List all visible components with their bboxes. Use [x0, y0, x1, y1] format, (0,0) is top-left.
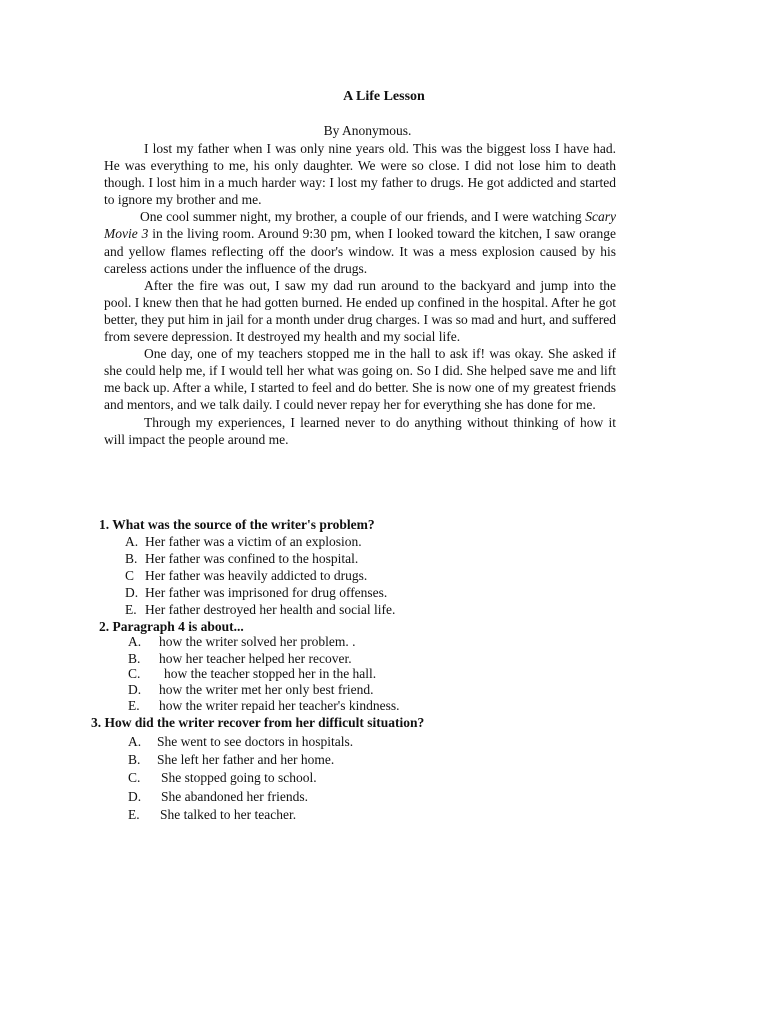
option-text: how the writer repaid her teacher's kindness.	[159, 698, 400, 713]
option-letter: A.	[128, 734, 142, 749]
option-letter: C	[125, 568, 135, 583]
option-letter: E.	[128, 807, 140, 822]
option-letter: D.	[128, 682, 142, 697]
paragraph-4: One day, one of my teachers stopped me in the hall to ask if! was okay. She asked if she could help me, if I would tell her what was going on. So I did. She helped save me and lift me back up. After a while, I started to feel and do better. She is now one of my greatest friends and mentors, and we talk daily. I could never repay her for everything she has done for me.	[104, 346, 616, 413]
option-c	[128, 770, 317, 786]
paragraph-1: I lost my father when I was only nine years old. This was the biggest loss I have had. He was everything to me, his only daughter. We were so close. I did not lose him to death though. I lost him in a much harder way: I lost my father to drugs. He got addicted and started to ignore my brother and me.	[104, 141, 616, 208]
option-text: Her father was confined to the hospital.	[145, 551, 359, 566]
option-b	[125, 551, 358, 567]
option-e	[128, 807, 296, 823]
option-text: Her father was a victim of an explosion.	[145, 534, 362, 549]
option-text: how her teacher helped her recover.	[159, 651, 352, 666]
option-letter: C.	[128, 666, 141, 681]
paragraph-2-end: in the living room. Around 9:30 pm, when I looked toward the kitchen, I saw orange and yellow flames reflecting off the door's window. It was a mess explosion caused by his careless actions under the influence of the drugs.	[104, 226, 616, 276]
option-e	[128, 698, 399, 714]
option-letter: A.	[128, 634, 142, 649]
option-a	[128, 734, 353, 750]
option-text: She went to see doctors in hospitals.	[157, 734, 354, 749]
paragraph-5: Through my experiences, I learned never to do anything without thinking of how it will impact the people around me.	[104, 414, 616, 447]
option-text: Her father was heavily addicted to drugs.	[145, 568, 368, 583]
story-body	[104, 140, 616, 448]
option-letter: E.	[125, 602, 137, 617]
movie-title: Scary Movie 3	[104, 209, 616, 242]
option-text: Her father was imprisoned for drug offenses.	[145, 585, 388, 600]
option-letter: D.	[125, 585, 139, 600]
option-letter: B.	[125, 551, 138, 566]
document-byline: By Anonymous.	[323, 123, 412, 138]
option-a	[128, 634, 355, 650]
option-text: She left her father and her home.	[157, 752, 335, 767]
option-d	[128, 682, 373, 698]
option-b	[128, 651, 352, 667]
paragraph-2-start: One cool summer night, my brother, a couple of our friends, and I were watching	[140, 209, 586, 225]
option-b	[128, 752, 334, 768]
document-title: A Life Lesson	[343, 89, 425, 104]
option-letter: B.	[128, 651, 141, 666]
option-letter: D.	[128, 789, 142, 804]
paragraph-3: After the fire was out, I saw my dad run around to the backyard and jump into the pool. I knew then that he had gotten burned. He ended up confined in the hospital. After he got better, they put him in jail for a month under drug charges. I was so mad and hurt, and suffered from severe depression. It destroyed my health and my social life.	[104, 277, 616, 345]
option-text: She abandoned her friends.	[161, 789, 308, 804]
option-e	[125, 602, 395, 618]
option-text: Her father destroyed her health and social life.	[145, 602, 396, 617]
option-letter: E.	[128, 698, 140, 713]
option-letter: A.	[125, 534, 139, 549]
option-d	[128, 789, 308, 805]
option-letter: B.	[128, 752, 141, 767]
option-text: She talked to her teacher.	[160, 807, 297, 822]
option-text: how the writer met her only best friend.	[159, 682, 374, 697]
option-text: how the writer solved her problem. .	[159, 634, 356, 649]
question-stem: 2. Paragraph 4 is about...	[99, 619, 244, 634]
option-a	[125, 534, 362, 550]
option-c	[125, 568, 367, 584]
option-text: She stopped going to school.	[161, 770, 317, 785]
question-stem: 3. How did the writer recover from her difficult situation?	[91, 715, 425, 730]
option-text: how the teacher stopped her in the hall.	[164, 666, 377, 681]
paragraph-2	[104, 208, 616, 276]
question-stem: 1. What was the source of the writer's problem?	[99, 517, 375, 532]
option-d	[125, 585, 387, 601]
option-letter: C.	[128, 770, 141, 785]
option-c	[128, 666, 376, 682]
